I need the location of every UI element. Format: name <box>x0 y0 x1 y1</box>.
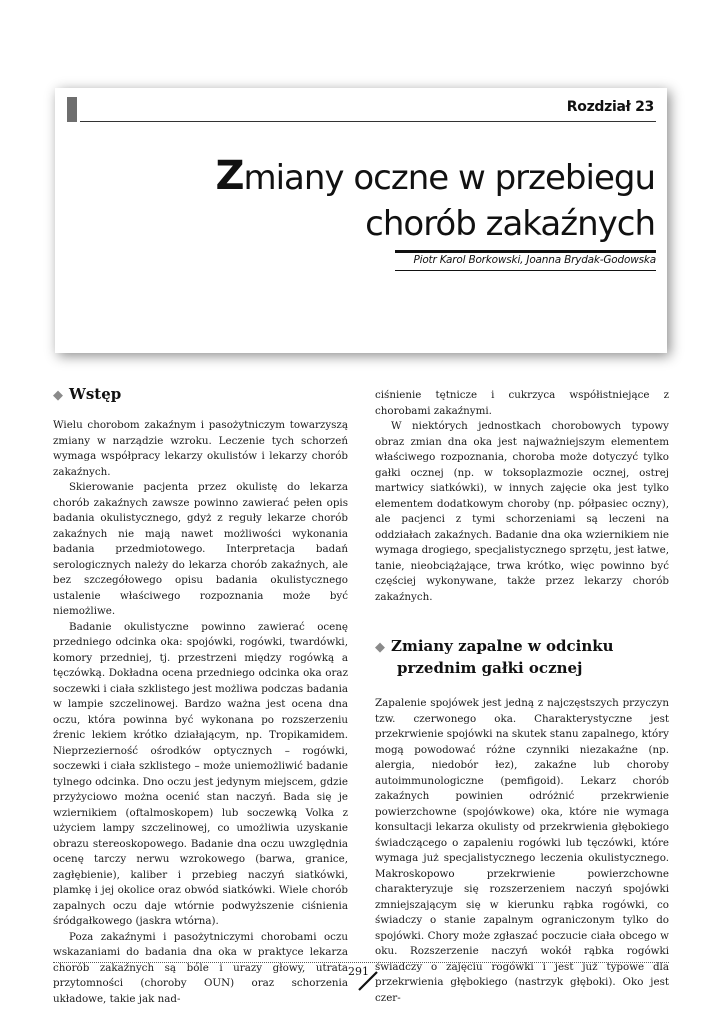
paragraph: Poza zakaźnymi i pasożytniczymi chorobami oczu wskazaniami do badania dna oka w praktyce lekarza chorób zakaźnych są bóle i urazy głowy, utrata przytomności (choroby OUN) oraz schorzenia układowe, takie jak nad- <box>53 930 348 1005</box>
section-heading-text: Wstęp <box>69 385 122 403</box>
paragraph: Wielu chorobom zakaźnym i pasożytniczym towarzyszą zmiany w narządzie wzroku. Leczenie tych schorzeń wymaga współpracy lekarzy okulistów i lekarzy chorób zakaźnych. <box>53 419 348 478</box>
diamond-bullet-icon: ◆ <box>53 388 63 403</box>
section-heading-zmiany-zapalne <box>375 636 675 679</box>
section-heading-line1: Zmiany zapalne w odcinku <box>391 637 614 655</box>
right-column-bottom <box>375 696 669 1006</box>
paragraph: Skierowanie pacjenta przez okulistę do lekarza chorób zakaźnych zawsze powinno zawierać pełen opis badania okulistycznego, gdyż z reguły lekarze chorób zakaźnych nie mają nawet możliwości wykonania badania przedmiotowego. Interpretacja badań serologicznych należy do lekarza chorób zakaźnych, ale bez szczegółowego opisu badania okulistycznego ustalenie właściwego rozpoznania może być niemożliwe. <box>53 481 348 617</box>
paragraph: Zapalenie spojówek jest jedną z najczęstszych przyczyn tzw. czerwonego oka. Charakterystyczne jest przekrwienie spojówki na skutek stanu zapalnego, który mogą powodować różne czynniki niezakaźne (np. alergia, niedobór łez), zakaźne lub choroby autoimmunologiczne (pemfigoid). Lekarz chorób zakaźnych powinien odróżnić przekrwienie powierzchowne (spojówkowe) oka, które nie wymaga konsultacji lekarza okulisty od przekrwienia głębokiego świadczącego o zapaleniu rogówki lub tęczówki, które wymaga już specjalistycznego leczenia okulistycznego. Makroskopowo przekrwienie powierzchowne charakteryzuje się rozszerzeniem naczyń spojówki zmniejszającym się w kierunku rąbka rogówki, co świadczy o stanie zapalnym ograniczonym tylko do spojówki. Chory może zgłaszać poczucie ciała obcego w oku. Rozszerzenie naczyń wokół rąbka rogówki świadczy o zajęciu rogówki i jest już typowe dla przekrwienia głębokiego (nastrzyk głęboki). Oko jest czer- <box>375 697 669 1004</box>
diamond-bullet-icon: ◆ <box>375 640 385 655</box>
title-line1: miany oczne w przebiegu <box>243 158 655 198</box>
title-line2: chorób zakaźnych <box>365 204 655 244</box>
section-heading-wstep <box>53 384 121 406</box>
authors-top-rule <box>395 250 656 253</box>
authors-bottom-rule <box>395 270 656 271</box>
page-slash-icon <box>357 968 387 992</box>
section-heading-line2: przednim gałki ocznej <box>397 659 583 677</box>
paragraph: W niektórych jednostkach chorobowych typowy obraz zmian dna oka jest najważniejszym elementem właściwego rozpoznania, choroba może dotyczyć tylko gałki ocznej (np. w toksoplazmozie ocznej, ostrej martwicy siatkówki), w innych zajęcie oka jest tylko elementem dodatkowym choroby (np. półpasiec oczny), ale pacjenci z tymi schorzeniami są leczeni na oddziałach zakaźnych. Badanie dna oka wziernikiem nie wymaga drogiego, specjalistycznego sprzętu, jest łatwe, tanie, nieobciążające, trwa krótko, więc powinno być częściej wykonywane, także przez lekarzy chorób zakaźnych. <box>375 420 669 603</box>
title-initial: Z <box>215 153 244 199</box>
authors: Piotr Karol Borkowski, Joanna Brydak-Godowska <box>413 254 656 266</box>
chapter-tab-marker <box>67 97 77 122</box>
chapter-title <box>95 153 655 247</box>
page-number: 291 <box>348 965 369 978</box>
chapter-rule <box>80 121 656 122</box>
paragraph: Badanie okulistyczne powinno zawierać ocenę przedniego odcinka oka: spojówki, rogówki, twardówki, komory przedniej, tj. przestrzeni między rogówką a tęczówką. Dokładna ocena przedniego odcinka oka oraz soczewki i ciała szklistego jest możliwa podczas badania w lampie szczelinowej. Bardzo ważna jest ocena dna oczu, która powinna być wykonana po rozszerzeniu źrenic lekiem krótko działającym, np. Tropikamidem. Nieprzezierność ośrodków optycznych – rogówki, soczewki i ciała szklistego – może uniemożliwić badanie tylnego odcinka. Dno oczu jest jedynym miejscem, gdzie przyżyciowo można ocenić stan naczyń. Bada się je wziernikiem (oftalmoskopem) lub soczewką Volka z użyciem lampy szczelinowej, co umożliwia uzyskanie obrazu stereoskopowego. Badanie dna oczu uwzględnia ocenę tarczy nerwu wzrokowego (barwa, granice, zagłębienie), kaliber i przebieg naczyń siatkówki, plamkę i jej okolice oraz obwód siatkówki. Wiele chorób zapalnych oczu daje wtórnie podwyższenie ciśnienia śródgałkowego (jaskra wtórna). <box>53 620 348 927</box>
footer-dotted-rule <box>53 962 669 963</box>
chapter-label: Rozdział 23 <box>566 99 654 115</box>
right-column-top <box>375 388 669 605</box>
left-column <box>53 418 348 1007</box>
paragraph: ciśnienie tętnicze i cukrzyca współistniejące z chorobami zakaźnymi. <box>375 389 669 417</box>
